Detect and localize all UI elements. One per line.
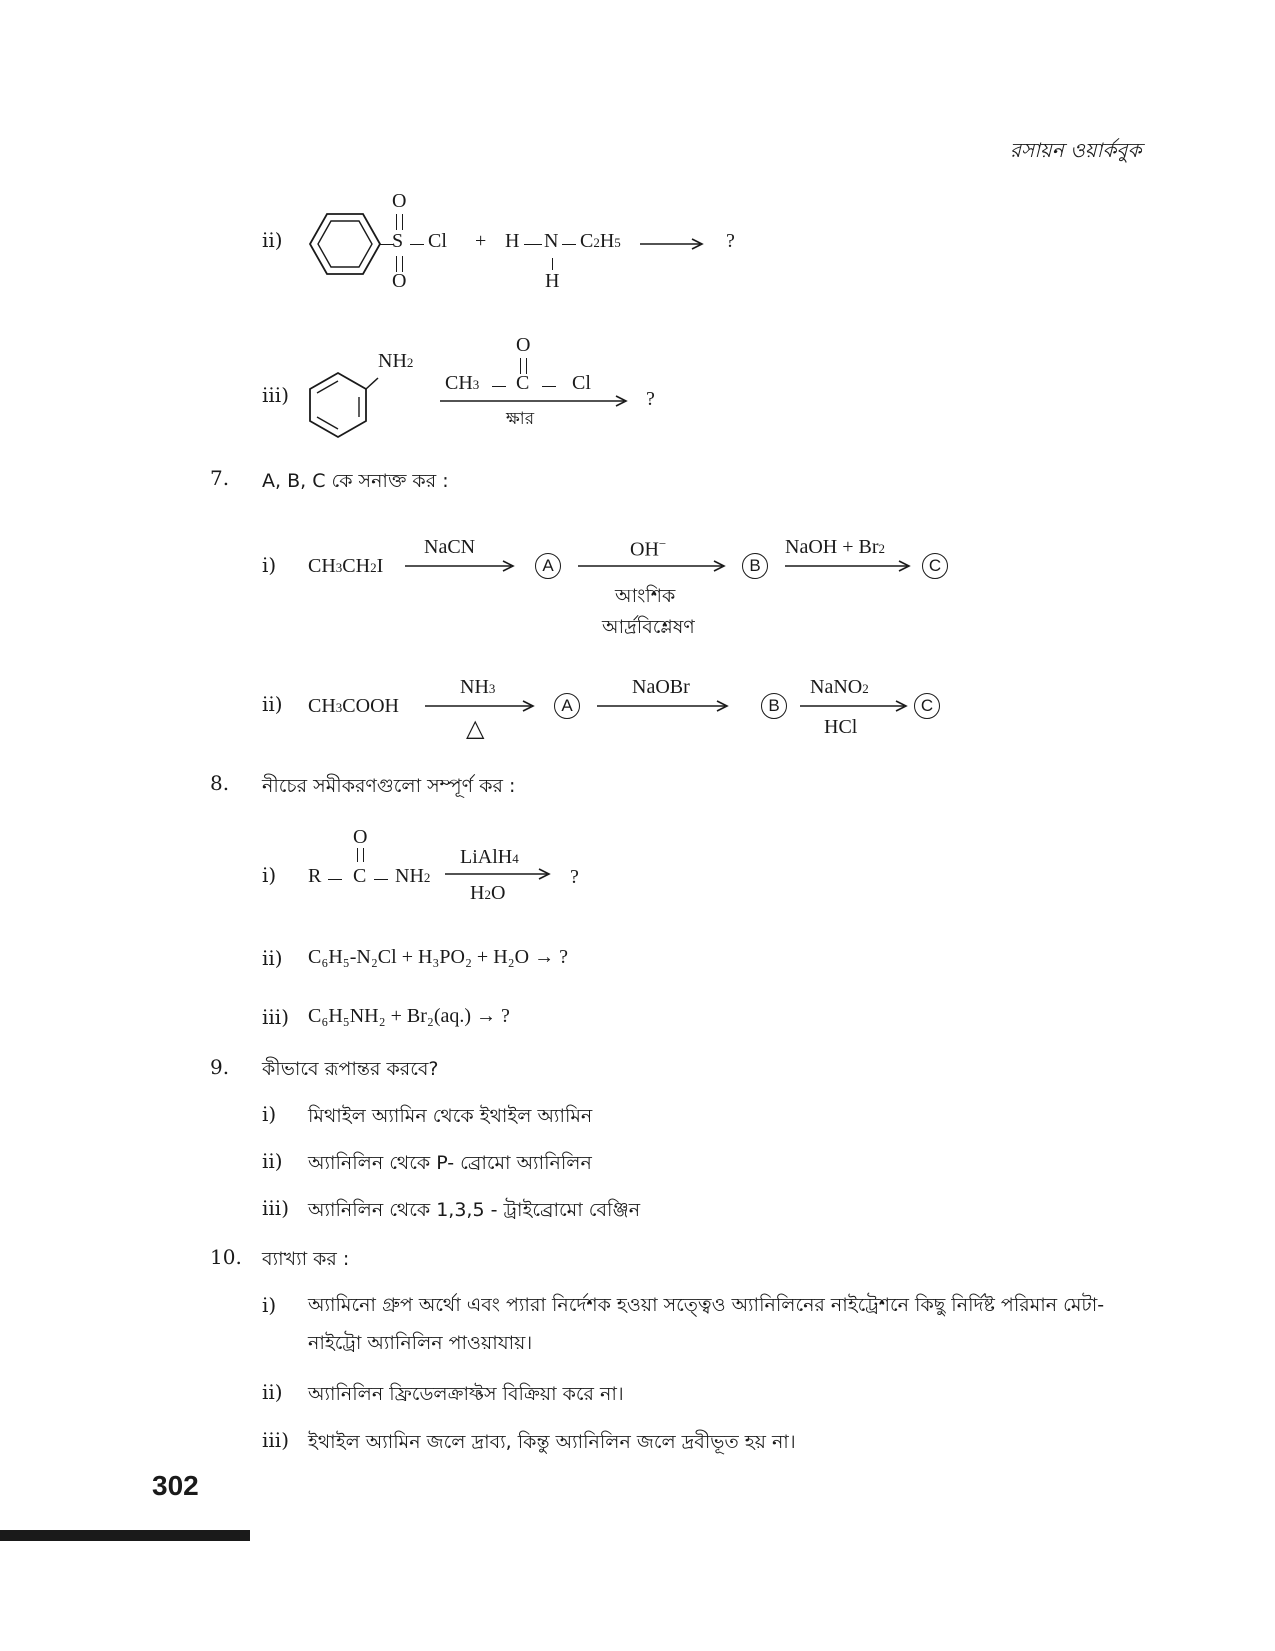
footer-bar <box>0 1530 250 1541</box>
ethyl-c: C <box>580 230 594 252</box>
equation-deamination: C₆H₅-N₂Cl + H₃PO₂ + H₂O → ? <box>308 946 568 968</box>
amide-c: C <box>353 865 367 887</box>
q10-item-label: ii) <box>262 1380 283 1404</box>
q8-ii-label: ii) <box>262 946 283 970</box>
q9-item-text: অ্যানিলিন থেকে 1,3,5 - ট্রাইব্রোমো বেঞ্জিন <box>308 1199 641 1221</box>
amine-h: H <box>505 230 520 252</box>
q7-i-label: i) <box>262 553 277 577</box>
q10-number: 10. <box>210 1245 242 1269</box>
ethyl-h: H <box>599 230 615 252</box>
c-n-bond <box>374 879 388 880</box>
condition-hydrolysis: আর্দ্রবিশ্লেষণ <box>602 616 695 638</box>
q10-item-label: iii) <box>262 1428 289 1452</box>
lialh-sub: 4 <box>512 851 519 866</box>
compound-a: A <box>535 553 561 579</box>
q9-item-label: i) <box>262 1102 277 1126</box>
reagent-naobr: NaOBr <box>632 676 690 698</box>
c-cl-bond <box>542 386 556 387</box>
ethyl-c-sub: 2 <box>593 235 600 250</box>
nh: NH <box>395 865 424 887</box>
condition-partial: আংশিক <box>615 585 676 607</box>
ch-a: CH <box>308 555 336 577</box>
compound-c: C <box>922 553 948 579</box>
amide-c-o-bond-a <box>357 848 358 862</box>
reaction-arrow <box>785 560 913 572</box>
reagent-hcl: HCl <box>824 716 858 738</box>
q9-item-label: ii) <box>262 1149 283 1173</box>
nano: NaNO <box>810 676 863 698</box>
reaction-arrow <box>445 868 553 880</box>
q10-item-text: অ্যামিনো গ্রুপ অর্থো এবং প্যারা নির্দেশক হওয়া সত্ত্বেও অ্যানিলিনের নাইট্রেশনে কিছু নির্দিষ্ট পরিমান মেটা-নাইট্রো অ্যানিলিন পাওয়াযায়। <box>308 1294 1105 1354</box>
lialh: LiAlH <box>460 846 513 868</box>
q6-ii-label: ii) <box>262 228 283 252</box>
reagent-water <box>470 882 505 905</box>
reagent-nano2 <box>810 676 869 699</box>
compound-c: C <box>914 693 940 719</box>
acetyl-o: O <box>516 334 531 356</box>
cooh: COOH <box>342 695 399 717</box>
q8-number: 8. <box>210 771 230 795</box>
amide-o: O <box>353 826 368 848</box>
reagent-nacn: NaCN <box>424 536 476 558</box>
n-c-bond <box>562 244 576 245</box>
ch3-c-bond <box>492 386 506 387</box>
acetyl-ch: CH <box>445 372 473 394</box>
h-n-bond <box>524 244 542 245</box>
plus-sign: + <box>475 230 487 252</box>
s-o-double-bond-top-b <box>402 214 403 230</box>
nano-sub: 2 <box>862 681 869 696</box>
q9-item-label: iii) <box>262 1196 289 1220</box>
q9-item-text: মিথাইল অ্যামিন থেকে ইথাইল অ্যামিন <box>308 1105 593 1127</box>
s-o-double-bond-top-a <box>396 214 397 230</box>
ch-b-sub: 2 <box>370 560 377 575</box>
q9-number: 9. <box>210 1055 230 1079</box>
s-cl-bond <box>410 244 424 245</box>
ethyl-iodide <box>308 555 383 578</box>
nh-sub: 3 <box>488 681 496 696</box>
ch: CH <box>308 695 336 717</box>
acetyl-c: C <box>516 372 530 394</box>
reaction-arrow <box>425 700 537 712</box>
n-h-bond-down <box>552 258 553 270</box>
acetyl-ch3 <box>445 372 479 395</box>
sulfonyl-o-top: O <box>392 190 407 212</box>
ch-sub: 3 <box>335 700 343 715</box>
page-number: 302 <box>152 1470 199 1501</box>
q7-ii-label: ii) <box>262 692 283 716</box>
naoh-br: NaOH + Br <box>785 536 879 558</box>
q6-iii-label: iii) <box>262 383 289 407</box>
sulfonyl-o-bottom: O <box>392 270 407 292</box>
reagent-ammonia <box>460 676 495 699</box>
reaction-arrow <box>800 700 910 712</box>
reagent-hydroxide <box>630 536 666 562</box>
reagent-lialh4 <box>460 846 519 869</box>
q8-iii-label: iii) <box>262 1005 289 1029</box>
alkyl-r: R <box>308 865 322 887</box>
q8-i-label: i) <box>262 863 277 887</box>
amino-group <box>378 350 413 373</box>
reaction-arrow <box>405 560 517 572</box>
q7-text: A, B, C কে সনাক্ত কর : <box>262 470 449 492</box>
q8-text: নীচের সমীকরণগুলো সম্পূর্ণ কর : <box>262 775 516 797</box>
ch-a-sub: 3 <box>335 560 343 575</box>
amine-h-below: H <box>545 270 560 292</box>
amine-n: N <box>544 230 559 252</box>
book-title: রসায়ন ওয়ার্কবুক <box>1010 138 1142 162</box>
unknown-product: ? <box>570 866 579 888</box>
sulfur-atom: S <box>392 230 404 252</box>
ch-b: CH <box>342 555 371 577</box>
compound-a: A <box>554 693 580 719</box>
nh-sub: 2 <box>423 870 431 885</box>
q10-item-label: i) <box>262 1293 277 1317</box>
oh-charge: − <box>658 536 667 551</box>
reaction-arrow <box>640 238 706 250</box>
amino-nh: NH <box>378 350 407 372</box>
chlorine-atom: Cl <box>428 230 447 252</box>
q10-text: ব্যাখ্যা কর : <box>262 1248 350 1270</box>
h-sub: 2 <box>484 887 491 902</box>
amide-c-o-bond-b <box>363 848 364 862</box>
reaction-arrow <box>578 560 728 572</box>
q9-item-text: অ্যানিলিন থেকে P- ব্রোমো অ্যানিলিন <box>308 1152 592 1174</box>
iodine: I <box>376 555 384 577</box>
unknown-product: ? <box>726 230 735 252</box>
nh: NH <box>460 676 489 698</box>
heat-icon: △ <box>466 716 485 742</box>
reaction-arrow <box>440 395 630 407</box>
q7-number: 7. <box>210 466 230 490</box>
oh: OH <box>630 538 659 561</box>
r-c-bond <box>328 879 342 880</box>
equation-bromination: C₆H₅NH₂ + Br₂(aq.) → ? <box>308 1005 510 1027</box>
acetyl-ch-sub: 3 <box>472 377 480 392</box>
ethyl-h-sub: 5 <box>614 235 621 250</box>
compound-b: B <box>742 553 768 579</box>
acetyl-cl: Cl <box>572 372 591 394</box>
unknown-product: ? <box>646 388 655 410</box>
reagent-naoh-br2 <box>785 536 885 559</box>
compound-b: B <box>761 693 787 719</box>
q10-item-text: ইথাইল অ্যামিন জলে দ্রাব্য, কিন্তু অ্যানিলিন জলে দ্রবীভূত হয় না। <box>308 1431 796 1453</box>
q9-text: কীভাবে রূপান্তর করবে? <box>262 1058 439 1080</box>
br-sub: 2 <box>878 541 885 556</box>
benzene-ring-icon <box>310 212 380 276</box>
amino-sub: 2 <box>406 355 414 370</box>
benzene-ring-icon <box>308 372 368 438</box>
o: O <box>490 882 506 904</box>
h: H <box>470 882 485 904</box>
acetic-acid <box>308 695 399 718</box>
q10-item-text: অ্যানিলিন ফ্রিডেলক্রাফ্টস বিক্রিয়া করে না। <box>308 1383 624 1405</box>
reaction-arrow <box>597 700 731 712</box>
ethyl-group <box>580 230 621 253</box>
condition-alkali: ক্ষার <box>506 409 535 429</box>
amide-nh2 <box>395 865 430 888</box>
